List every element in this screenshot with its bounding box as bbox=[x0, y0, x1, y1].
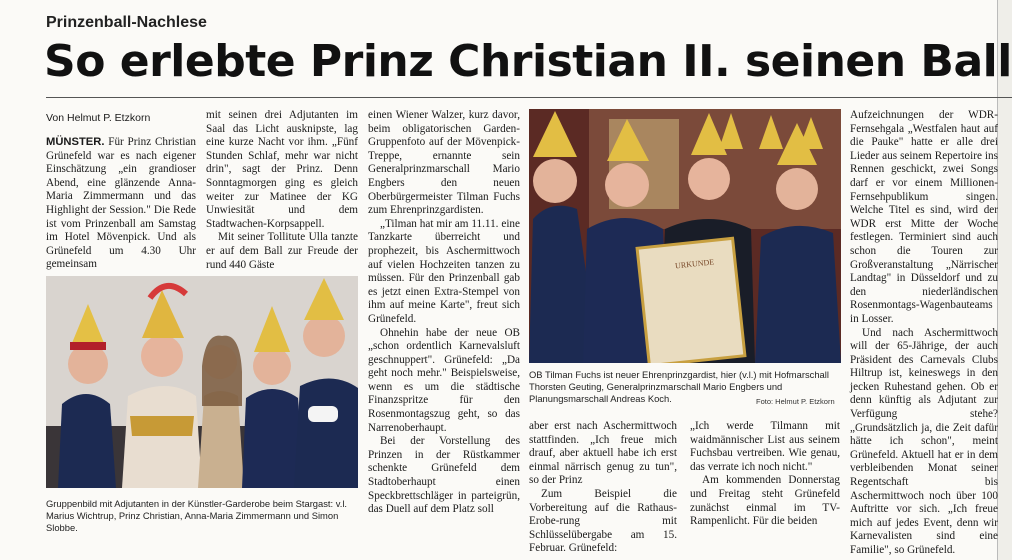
paragraph: aber erst nach Aschermittwoch stattfinden. „Ich freue mich drauf, aber aktuell habe ich erst einmal närrisch genug zu tun", so der Prinz bbox=[529, 420, 677, 487]
photo-caption-right: OB Tilman Fuchs ist neuer Ehrenprinzgardist, hier (v.l.) mit Hofmarschall Thorsten Geuting, Generalprinzmarschall Mario Engbers und Planungsmarschall Andreas Koch. bbox=[529, 369, 829, 404]
certificate-title: URKUNDE bbox=[674, 257, 715, 271]
paragraph: Aufzeichnungen der WDR-Fernsehgala „Westfalen haut auf die Pauke" hatte er alle drei Lieder aus seinem Repertoire ins Rennen geschickt, zwei Songs darf er vor einem Millionen-Fernsehpublikum singen. Welche Titel es sind, wird der WDR erst Mitte der Woche festlegen. Terminiert sind auch schon die Touren zur Großveranstaltung „Närrischer Landtag" in Düsseldorf und zu den niederländischen Rosenmontags-Wagenbauteams in Losser. bbox=[850, 109, 998, 325]
paragraph: Mit seiner Tollitute Ulla tanzte er auf dem Ball zur Freude der rund 440 Gäste bbox=[206, 231, 358, 271]
paragraph: Für Prinz Christian Grünefeld war es nach eigener Einschätzung „ein grandioser Abend, eine glänzende Anna-Maria Zimmermann und das Highlight der Session." Die Rede ist vom Prinzenball am Samstag im Hotel Mövenpick. Und als Grünefeld um 4.30 Uhr gemeinsam bbox=[46, 136, 196, 271]
paragraph: „Ich werde Tilmann mit waidmännischer List aus seinem Fuchsbau vertreiben. Wie genau, das verrate ich noch nicht." bbox=[690, 420, 840, 473]
paragraph: Und nach Aschermittwoch will der 65-Jährige, der auch Präsident des Carnevals Clubs Hiltrup ist, keineswegs in den jecken Ruhestand gehen. Ob er denn künftig als Adjutant zur Verfügung stehe? „Grundsätzlich ja, die Zeit dafür hätte ich schon", meint Grünefeld. Aktuell hat er in dem verbleibenden Monat seiner Regentschaft bis Aschermittwoch noch über 100 Auftritte vor sich. „Ich freue mich auf jedes Event, denn wir Karnevalisten sind eine Familie", so Grünefeld. bbox=[850, 326, 998, 556]
photo-caption-left: Gruppenbild mit Adjutanten in der Künstler-Garderobe beim Stargast: v.l. Marius Wichtrup, Prinz Christian, Anna-Maria Zimmermann und Simon Slobbe. bbox=[46, 498, 348, 533]
paragraph: mit seinen drei Adjutanten im Saal das Licht ausknipste, lag eine kurze Nacht vor ihm. „Fünf Stunden Schlaf, mehr war nicht drin", sagt der Prinz. Denn Sonntagmorgen ging es gleich weiter zur Matinee der KG Unwiesität und dem Stadtwachen-Korpsappell. bbox=[206, 109, 358, 230]
text-column-4 bbox=[529, 420, 677, 556]
dateline: MÜNSTER. bbox=[46, 136, 105, 148]
paragraph: einen Wiener Walzer, kurz davor, beim obligatorischen Garden-Gruppenfoto auf der Mövenpick-Treppe, ernannte sein Generalprinzmarschall Mario Engbers den neuen Oberbürgermeister Tilman Fuchs zum Ehrenprinzgardisten. bbox=[368, 109, 520, 217]
text-column-6 bbox=[850, 109, 998, 558]
article-headline: So erlebte Prinz Christian II. seinen Ball bbox=[44, 36, 1012, 87]
paragraph: Ohnehin habe der neue OB „schon ordentlich Karnevalsluft geschnuppert". Grünefeld: „Da geht noch mehr." Beispielsweise, wenn es um die städtische Finanzspritze für den Rosenmontagszug geht, so das Narrenoberhaupt. bbox=[368, 326, 520, 434]
photo-group-backstage bbox=[46, 276, 358, 488]
text-column-2 bbox=[206, 109, 358, 272]
paragraph: Am kommenden Donnerstag und Freitag steht Grünefeld zunächst einmal im TV-Rampenlicht. Für die beiden bbox=[690, 474, 840, 528]
article-kicker: Prinzenball-Nachlese bbox=[46, 14, 207, 31]
headline-rule bbox=[46, 97, 1012, 98]
paragraph: Bei der Vorstellung des Prinzen in der Rüstkammer schenkte Grünefeld dem Stadtoberhaupt einen Speckbrettschläger in parteigrün, das Duell auf dem Platz soll bbox=[368, 435, 520, 516]
paragraph: „Tilman hat mir am 11.11. eine Tanzkarte überreicht und prophezeit, bis Aschermittwoch auf vielen Hochzeiten tanzen zu müssen. Für den Prinzenball gab es jetzt einen Extra-Stempel von ihm auf meine Karte", freut sich Grünefeld. bbox=[368, 217, 520, 325]
photo-credit: Foto: Helmut P. Etzkorn bbox=[756, 397, 835, 406]
text-column-5 bbox=[690, 420, 840, 529]
byline: Von Helmut P. Etzkorn bbox=[46, 112, 151, 124]
photo-certificate-ceremony bbox=[529, 109, 841, 363]
paragraph: Zum Beispiel die Vorbereitung auf die Rathaus-Erobe-rung mit Schlüsselübergabe am 15. Februar. Grünefeld: bbox=[529, 487, 677, 555]
text-column-1 bbox=[46, 136, 196, 272]
text-column-3 bbox=[368, 109, 520, 517]
